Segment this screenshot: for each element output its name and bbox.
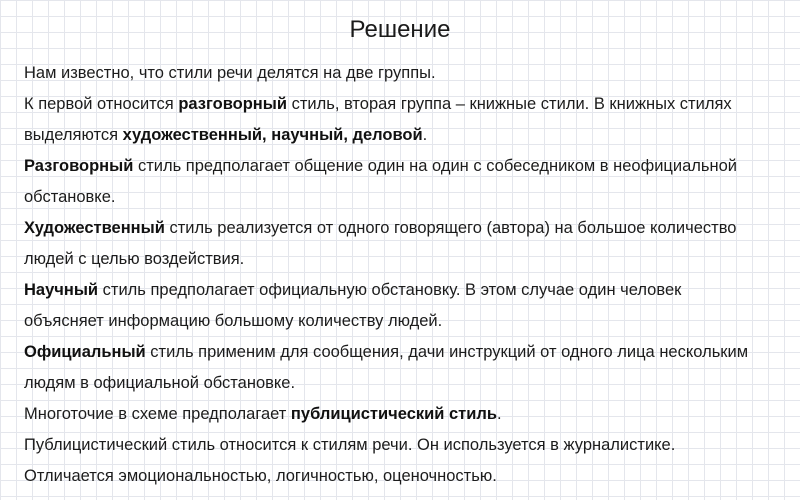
paragraph <box>24 151 784 213</box>
text-segment: обстановке. <box>24 188 116 206</box>
text-line <box>24 120 784 151</box>
text-segment: стиль реализуется от одного говорящего (автора) на большое количество <box>164 219 737 237</box>
text-line <box>24 461 784 492</box>
text-segment: людей с целью воздействия. <box>24 250 245 268</box>
paragraph <box>24 58 784 89</box>
text-line <box>24 58 784 89</box>
text-line <box>24 430 784 461</box>
text-segment: людям в официальной обстановке. <box>24 374 296 392</box>
paragraph <box>24 399 784 430</box>
bold-term: художественный, научный, деловой <box>122 126 423 144</box>
text-line <box>24 368 784 399</box>
text-line <box>24 275 784 306</box>
bold-term: Официальный <box>24 343 146 361</box>
text-line <box>24 151 784 182</box>
text-segment: Отличается эмоциональностью, логичностью, оценочностью. <box>24 467 497 485</box>
solution-body <box>24 58 784 492</box>
text-segment: . <box>422 126 428 144</box>
text-segment: стиль предполагает официальную обстановку. В этом случае один человек <box>98 281 682 299</box>
text-segment: стиль применим для сообщения, дачи инструкций от одного лица нескольким <box>145 343 749 361</box>
text-segment: выделяются <box>24 126 123 144</box>
text-line <box>24 182 784 213</box>
paragraph <box>24 275 784 337</box>
bold-term: Научный <box>24 281 99 299</box>
bold-term: Разговорный <box>24 157 134 175</box>
paragraph <box>24 337 784 399</box>
page-title: Решение <box>349 16 451 43</box>
paragraph <box>24 430 784 461</box>
text-segment: К первой относится <box>24 95 179 113</box>
text-line <box>24 306 784 337</box>
text-line <box>24 89 784 120</box>
text-segment: Нам известно, что стили речи делятся на две группы. <box>24 64 436 82</box>
text-segment: стиль предполагает общение один на один с собеседником в неофициальной <box>133 157 737 175</box>
text-segment: объясняет информацию большому количеству людей. <box>24 312 443 330</box>
paragraph <box>24 461 784 492</box>
bold-term: Художественный <box>24 219 165 237</box>
text-line <box>24 399 784 430</box>
bold-term: разговорный <box>178 95 287 113</box>
text-segment: . <box>497 405 502 423</box>
text-segment: Публицистический стиль относится к стилям речи. Он используется в журналистике. <box>24 436 676 454</box>
text-line <box>24 337 784 368</box>
text-line <box>24 244 784 275</box>
text-segment: Многоточие в схеме предполагает <box>24 405 291 423</box>
paragraph <box>24 89 784 151</box>
paragraph <box>24 213 784 275</box>
bold-term: публицистический стиль <box>290 405 498 423</box>
text-line <box>24 213 784 244</box>
text-segment: стиль, вторая группа – книжные стили. В книжных стилях <box>287 95 732 113</box>
